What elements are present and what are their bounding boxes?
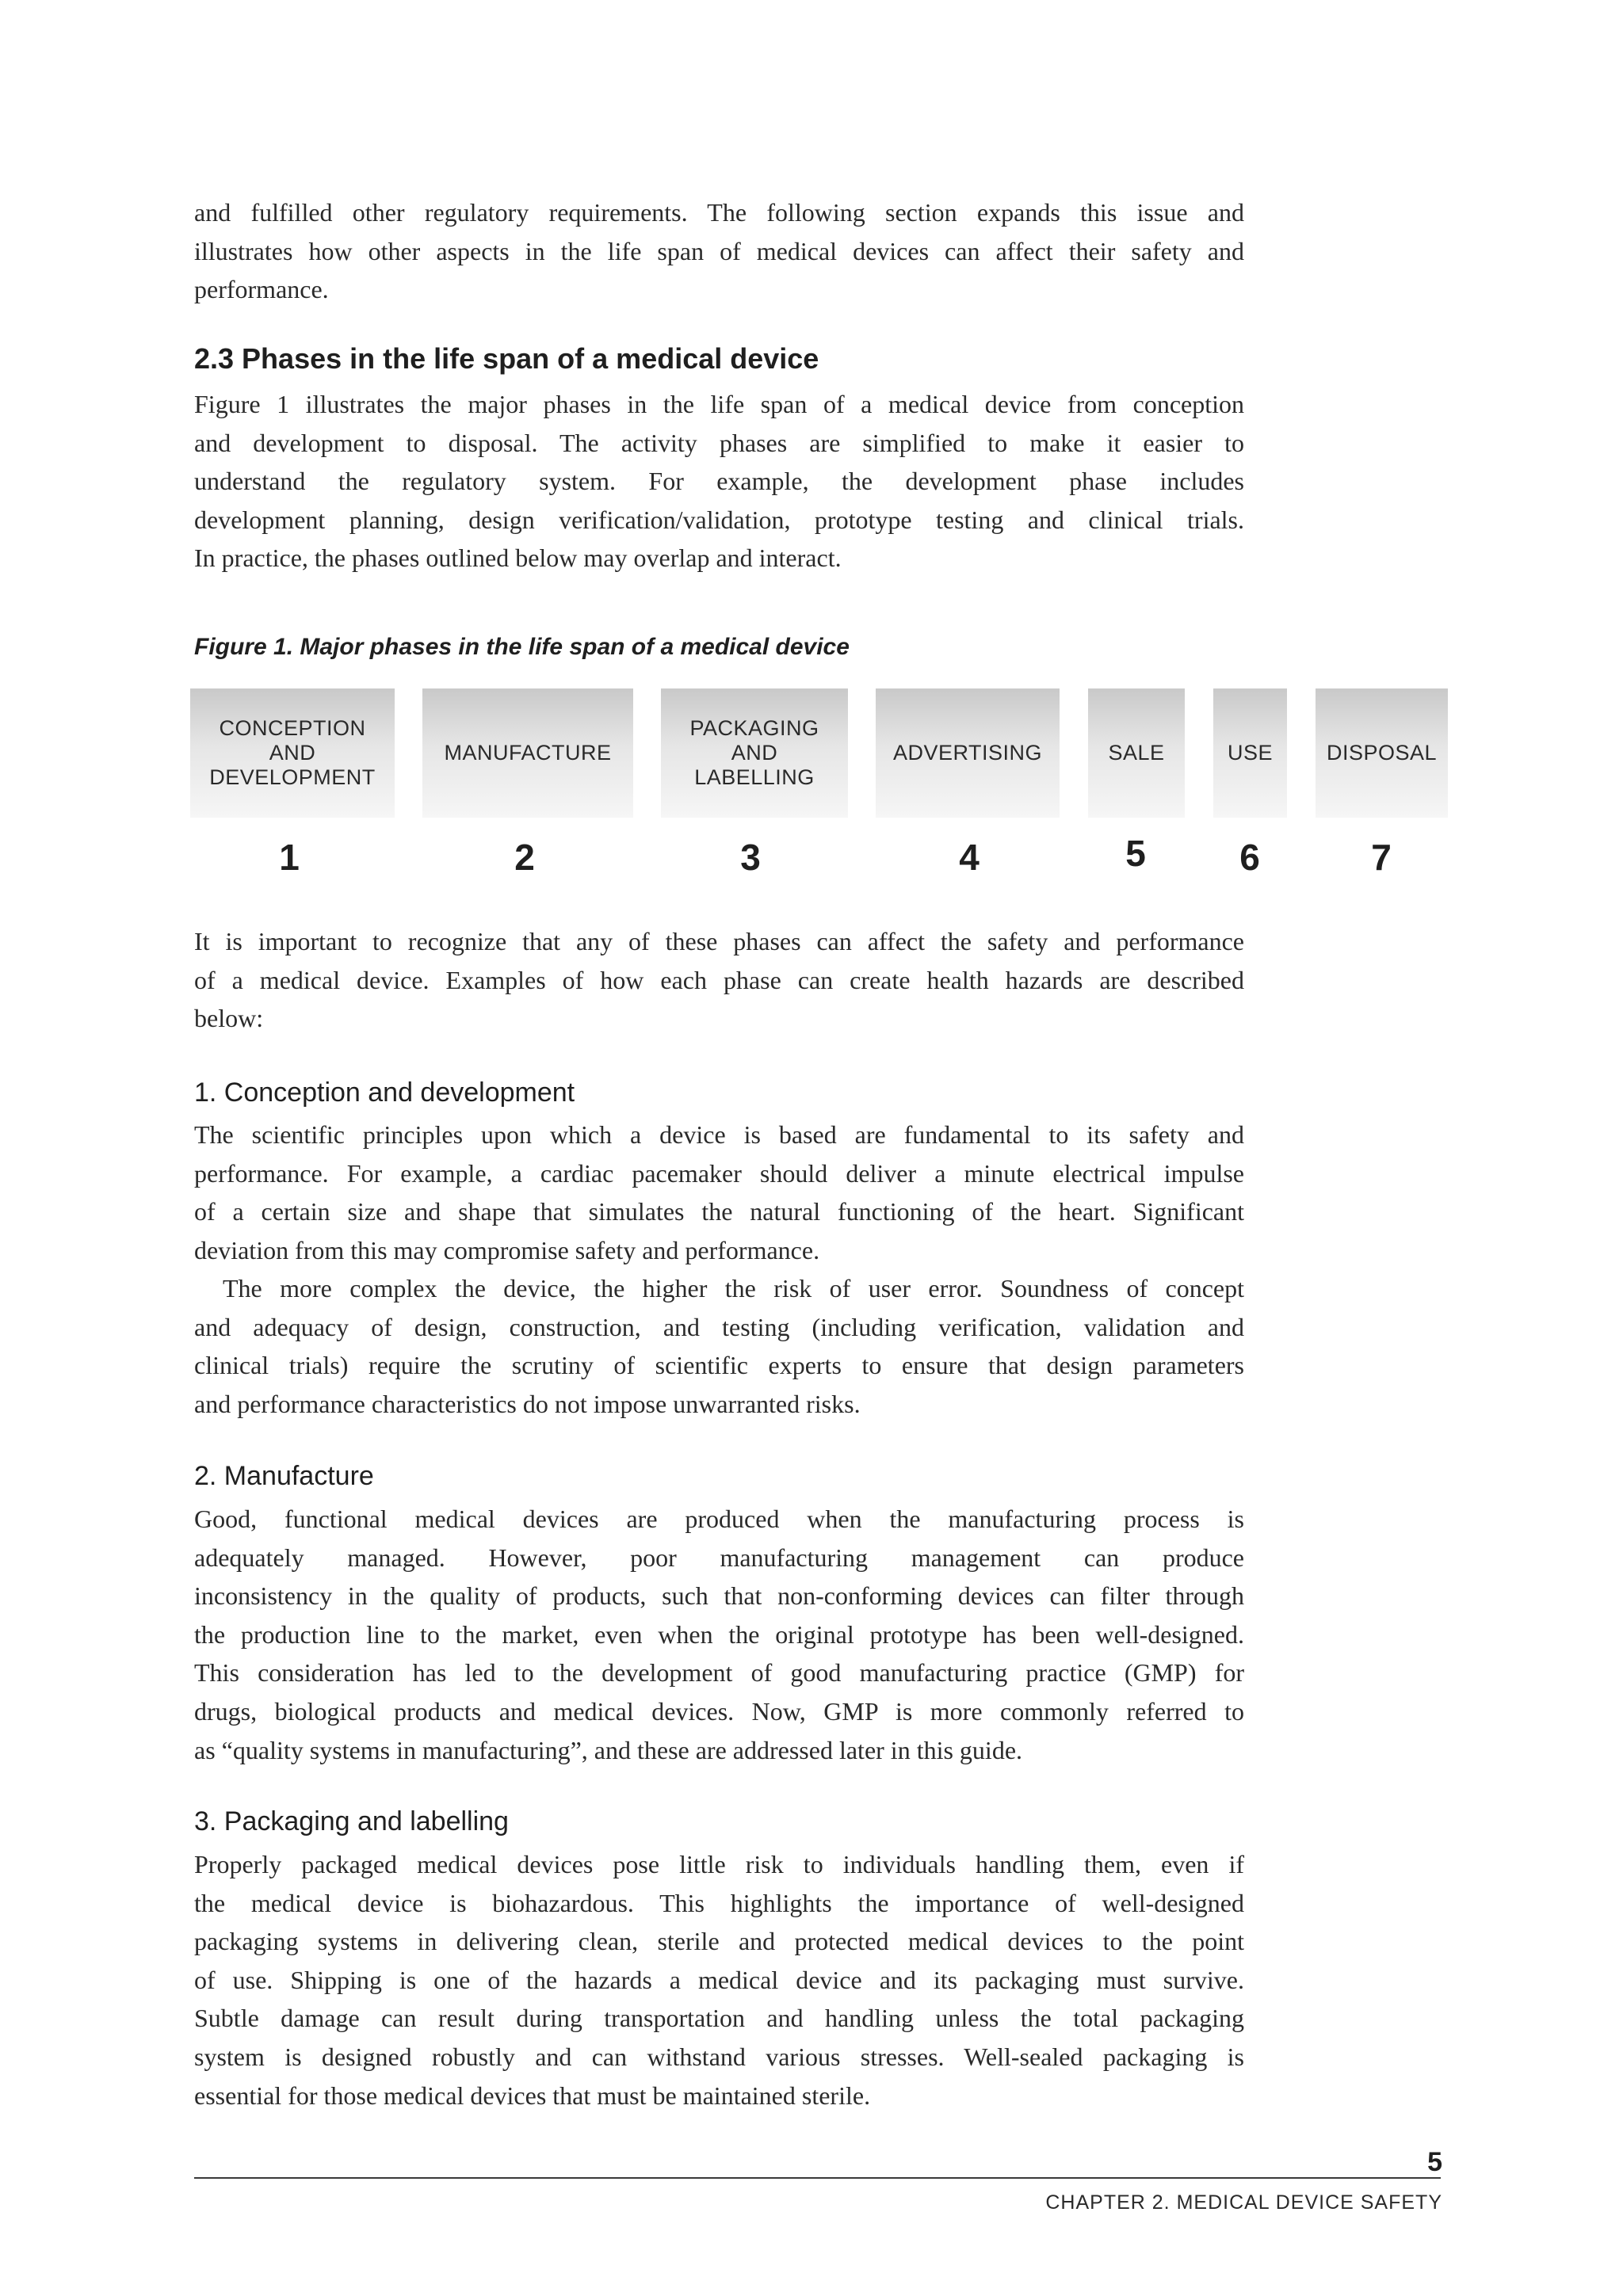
- figure-caption: Figure 1. Major phases in the life span of a medical device: [194, 634, 850, 660]
- phase-number: 7: [1371, 837, 1392, 878]
- phase-label: ADVERTISING: [892, 741, 1043, 765]
- phase-number: 5: [1125, 833, 1146, 874]
- text-line: This consideration has led to the development of good manufacturing practice (GMP) for: [194, 1658, 1244, 1688]
- phase-label: USE: [1227, 741, 1274, 765]
- text-line: and adequacy of design, construction, and testing (including verification, validation and: [194, 1312, 1244, 1341]
- phase-number: 6: [1239, 837, 1260, 878]
- page-number: 5: [1427, 2147, 1442, 2177]
- text-line: packaging systems in delivering clean, sterile and protected medical devices to the point: [194, 1927, 1244, 1956]
- phase-box-conception: [190, 688, 395, 818]
- text-line: It is important to recognize that any of these phases can affect the safety and performance: [194, 927, 1244, 955]
- phase-box-disposal: [1316, 688, 1448, 818]
- text-line: adequately managed. However, poor manufacturing management can produce: [194, 1543, 1244, 1572]
- intro-paragraph: [194, 193, 1244, 309]
- text-line: Good, functional medical devices are produced when the manufacturing process is: [194, 1505, 1244, 1533]
- phase-box-packaging: [661, 688, 848, 818]
- text-line: The scientific principles upon which a device is based are fundamental to its safety and: [194, 1120, 1244, 1149]
- text-line: In practice, the phases outlined below may overlap and interact.: [194, 543, 842, 573]
- text-line: system is designed robustly and can withstand various stresses. Well-sealed packaging is: [194, 2042, 1244, 2071]
- text-line: Subtle damage can result during transportation and handling unless the total packaging: [194, 2004, 1244, 2033]
- text-line: and fulfilled other regulatory requirements. The following section expands this issue and: [194, 198, 1244, 227]
- text-line: the production line to the market, even when the original prototype has been well-designed.: [194, 1619, 1244, 1649]
- subsection-heading: 3. Packaging and labelling: [194, 1806, 509, 1836]
- text-line: performance.: [194, 275, 329, 304]
- phase-box-sale: [1088, 688, 1185, 818]
- subsection-paragraph: [194, 1116, 1244, 1269]
- text-line: understand the regulatory system. For example, the development phase includes: [194, 467, 1244, 496]
- subsection-paragraph: [194, 1500, 1244, 1769]
- phase-number: 3: [740, 837, 761, 878]
- section-paragraph: [194, 385, 1244, 578]
- footer-rule: [194, 2177, 1441, 2179]
- text-line: of use. Shipping is one of the hazards a medical device and its packaging must survive.: [194, 1965, 1244, 1994]
- after-figure-paragraph: [194, 922, 1244, 1038]
- subsection-paragraph: [194, 1269, 1244, 1423]
- text-line: Properly packaged medical devices pose little risk to individuals handling them, even if: [194, 1850, 1244, 1878]
- text-line: illustrates how other aspects in the life span of medical devices can affect their safety and: [194, 236, 1244, 265]
- text-line: of a certain size and shape that simulates the natural functioning of the heart. Significant: [194, 1197, 1244, 1226]
- subsection-paragraph: [194, 1845, 1244, 2115]
- phase-label: PACKAGING AND LABELLING: [689, 716, 819, 789]
- text-line: as “quality systems in manufacturing”, and these are addressed later in this guide.: [194, 1735, 1023, 1764]
- text-line: of a medical device. Examples of how each phase can create health hazards are described: [194, 965, 1244, 994]
- phase-box-manufacture: [422, 688, 633, 818]
- phase-number: 4: [959, 837, 980, 878]
- text-line: Figure 1 illustrates the major phases in the life span of a medical device from conception: [194, 390, 1244, 418]
- section-heading: 2.3 Phases in the life span of a medical device: [194, 342, 819, 375]
- phase-label: DISPOSAL: [1326, 741, 1438, 765]
- text-line: inconsistency in the quality of products, such that non-conforming devices can filter through: [194, 1581, 1244, 1611]
- text-line: and performance characteristics do not impose unwarranted risks.: [194, 1389, 861, 1418]
- text-line: the medical device is biohazardous. This highlights the importance of well-designed: [194, 1888, 1244, 1917]
- subsection-heading: 2. Manufacture: [194, 1461, 374, 1491]
- phase-label: MANUFACTURE: [444, 741, 612, 765]
- text-line: clinical trials) require the scrutiny of scientific experts to ensure that design parameters: [194, 1351, 1244, 1380]
- text-line: deviation from this may compromise safety and performance.: [194, 1235, 820, 1264]
- text-line: below:: [194, 1004, 264, 1033]
- phase-number: 2: [514, 837, 535, 878]
- text-line: drugs, biological products and medical devices. Now, GMP is more commonly referred to: [194, 1696, 1244, 1726]
- text-line: The more complex the device, the higher the risk of user error. Soundness of concept: [223, 1274, 1244, 1302]
- text-line: development planning, design verification/validation, prototype testing and clinical trials.: [194, 505, 1244, 534]
- text-line: essential for those medical devices that must be maintained sterile.: [194, 2081, 871, 2110]
- phase-label: CONCEPTION AND DEVELOPMENT: [209, 716, 376, 789]
- phase-number: 1: [279, 837, 300, 878]
- subsection-heading: 1. Conception and development: [194, 1077, 575, 1108]
- phase-box-use: [1213, 688, 1287, 818]
- phase-box-advertising: [876, 688, 1060, 818]
- phase-label: SALE: [1108, 741, 1165, 765]
- running-footer: CHAPTER 2. MEDICAL DEVICE SAFETY: [1045, 2191, 1442, 2214]
- text-line: and development to disposal. The activity phases are simplified to make it easier to: [194, 428, 1244, 457]
- text-line: performance. For example, a cardiac pacemaker should deliver a minute electrical impulse: [194, 1158, 1244, 1188]
